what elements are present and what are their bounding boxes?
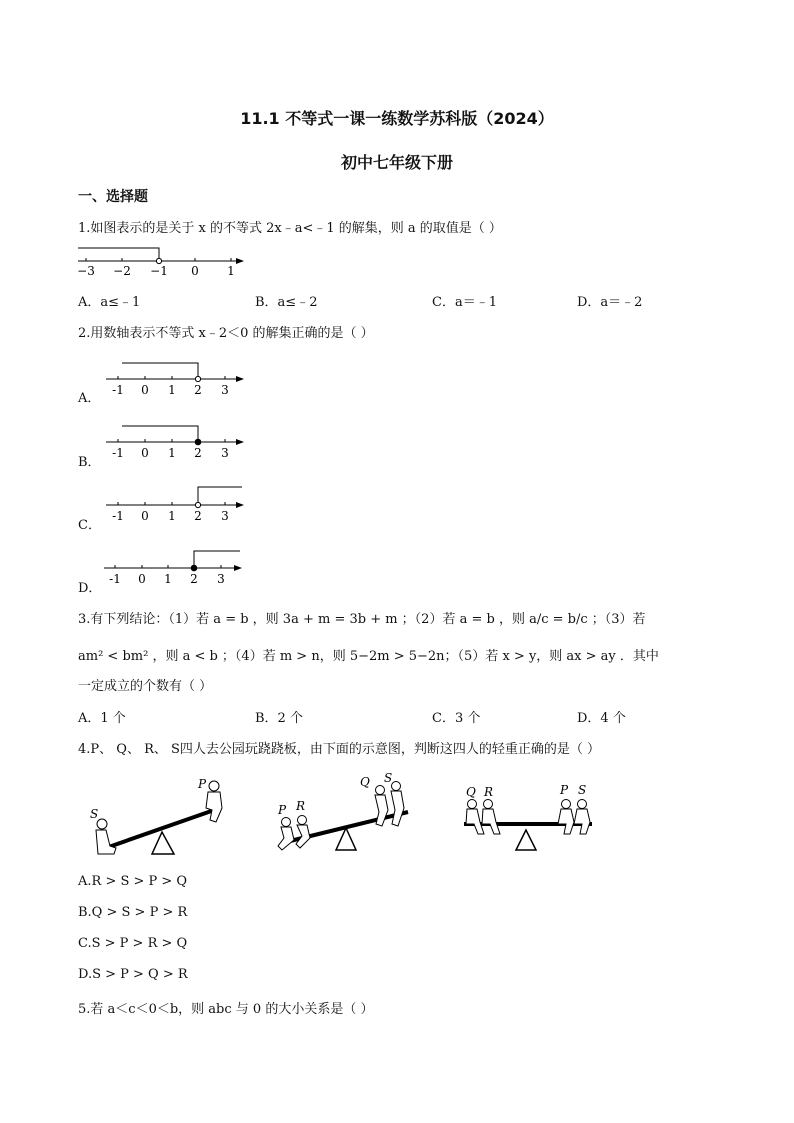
q3-option-a: A．1 个: [78, 711, 126, 726]
tick-label: −2: [113, 264, 131, 278]
q2-option-a-number-line: [104, 358, 244, 398]
label-r: R: [296, 799, 306, 813]
q3-option-c: C．3 个: [432, 711, 481, 726]
seesaw-figure-3: [458, 778, 598, 852]
q2-option-b-label: B．: [78, 455, 101, 470]
tick-label: 0: [191, 264, 199, 278]
label-s: S: [384, 771, 393, 785]
svg-text:3: 3: [217, 572, 225, 586]
person-p-figure: [278, 818, 294, 851]
svg-text:-1: -1: [112, 509, 124, 523]
question-3-line-1: 3.有下列结论：（1）若 a = b ，则 3a + m = 3b + m ；（2）若 a = b ，则 a/c = b/c ；（3）若: [78, 612, 646, 627]
tick-label: −3: [77, 264, 95, 278]
svg-text:-1: -1: [112, 446, 124, 460]
page-title: 11.1 不等式一课一练数学苏科版（2024）: [240, 109, 554, 128]
svg-text:3: 3: [221, 446, 229, 460]
svg-text:2: 2: [194, 446, 202, 460]
label-s: S: [90, 807, 99, 821]
seesaw-fulcrum: [152, 832, 174, 854]
svg-text:-1: -1: [112, 383, 124, 397]
q2-option-a-label: A．: [78, 391, 101, 406]
person-p-figure: [206, 781, 222, 822]
svg-text:0: 0: [138, 572, 146, 586]
tick-label: 1: [227, 264, 235, 278]
svg-text:1: 1: [168, 509, 176, 523]
q1-option-a: A．a≤﹣1: [78, 295, 141, 310]
label-p: P: [560, 783, 569, 797]
label-p: P: [278, 803, 287, 817]
section-heading: 一、选择题: [78, 189, 148, 205]
q3-option-d: D．4 个: [577, 711, 626, 726]
q1-option-b: B．a≤﹣2: [255, 295, 318, 310]
person-r-figure: [296, 816, 310, 849]
label-p: P: [198, 777, 207, 791]
question-2-stem: 2.用数轴表示不等式 x﹣2＜0 的解集正确的是（ ）: [78, 326, 374, 341]
svg-text:3: 3: [221, 383, 229, 397]
svg-text:1: 1: [164, 572, 172, 586]
question-3-line-3: 一定成立的个数有（ ）: [78, 679, 213, 694]
question-5-stem: 5.若 a＜c＜0＜b，则 abc 与 0 的大小关系是（ ）: [78, 1002, 374, 1017]
seesaw-figure-1: [80, 772, 240, 864]
label-r: R: [484, 785, 494, 799]
q4-option-d: D.S > P > Q > R: [78, 967, 188, 982]
person-s-figure: [574, 800, 590, 835]
solution-ray: [78, 248, 159, 258]
q1-option-d: D．a＝﹣2: [577, 295, 643, 310]
q2-option-d-label: D．: [78, 581, 102, 596]
q2-option-d-number-line: [102, 547, 242, 587]
q2-option-c-number-line: [104, 484, 244, 524]
q2-option-c-label: C．: [78, 518, 101, 533]
svg-text:2: 2: [194, 383, 202, 397]
person-s-figure: [391, 782, 404, 827]
person-p-figure: [558, 800, 574, 835]
svg-text:2: 2: [190, 572, 198, 586]
question-1-stem: 1.如图表示的是关于 x 的不等式 2x﹣a<﹣1 的解集，则 a 的取值是（ ）: [78, 221, 502, 236]
person-s-figure: [96, 819, 116, 854]
question-4-stem: 4.P、 Q、 R、 S四人去公园玩跷跷板，由下面的示意图，判断这四人的轻重正确的是（ ）: [78, 742, 601, 757]
person-r-figure: [482, 800, 500, 835]
q2-option-b-number-line: [104, 421, 244, 461]
label-q: Q: [360, 775, 370, 789]
svg-text:1: 1: [168, 446, 176, 460]
page-subtitle: 初中七年级下册: [340, 153, 453, 172]
q4-option-a: A.R > S > P > Q: [78, 874, 188, 889]
label-q: Q: [466, 785, 476, 799]
svg-text:0: 0: [141, 446, 149, 460]
svg-text:0: 0: [141, 383, 149, 397]
svg-text:3: 3: [221, 509, 229, 523]
q1-number-line-figure: [76, 242, 246, 278]
q1-option-c: C．a＝﹣1: [432, 295, 497, 310]
open-dot: [156, 258, 161, 263]
seesaw-fulcrum: [516, 830, 536, 850]
question-3-line-2: am² < bm² ，则 a < b ；（4）若 m > n，则 5−2m > 5−2n；（5）若 x > y，则 ax > ay ．其中: [78, 649, 659, 664]
seesaw-figure-2: [272, 770, 422, 862]
q4-option-c: C.S > P > R > Q: [78, 936, 188, 951]
q3-option-b: B．2 个: [255, 711, 303, 726]
tick-label: −1: [150, 264, 168, 278]
label-s: S: [578, 783, 587, 797]
q4-option-b: B.Q > S > P > R: [78, 905, 188, 920]
axis-arrow: [236, 258, 244, 264]
seesaw-fulcrum: [336, 828, 356, 850]
person-q-figure: [466, 800, 484, 835]
svg-text:1: 1: [168, 383, 176, 397]
svg-text:-1: -1: [109, 572, 121, 586]
svg-text:2: 2: [194, 509, 202, 523]
svg-text:0: 0: [141, 509, 149, 523]
person-q-figure: [375, 786, 388, 827]
